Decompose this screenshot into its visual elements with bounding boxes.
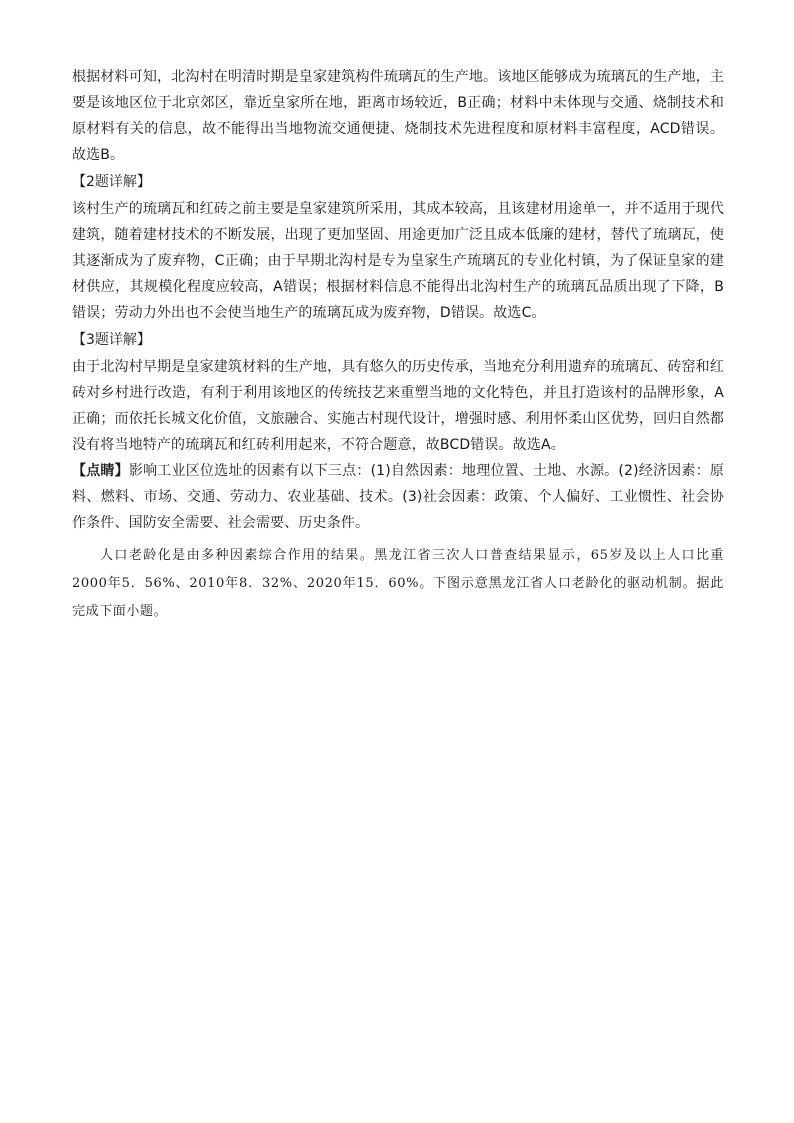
q2-heading: 【2题详解】 <box>72 174 151 190</box>
q1-explanation: 根据材料可知，北沟村在明清时期是皇家建筑构件琉璃瓦的生产地。该地区能够成为琉璃瓦的生产地，主要是该地区位于北京郊区，靠近皇家所在地，距离市场较近，B正确；材料中未体现与交通、烧制技术和原材料有关的信息，故不能得出当地物流交通便捷、烧制技术先进程度和原材料丰富程度，ACD错误。故选B。 <box>72 69 724 163</box>
q3-explanation: 由于北沟村早期是皇家建筑材料的生产地，具有悠久的历史传承，当地充分利用遗弃的琉璃瓦、砖窑和红砖对乡村进行改造，有利于利用该地区的传统技艺来重塑当地的文化特色，并且打造该村的品牌形象，A正确；而依托长城文化价值，文旅融合、实施古村现代设计，增强时感、利用怀柔山区优势，回归自然都没有将当地特产的琉璃瓦和红砖利用起来，不符合题意，故BCD错误。故选A。 <box>72 359 724 453</box>
q3-heading: 【3题详解】 <box>72 332 151 348</box>
q2-explanation: 该村生产的琉璃瓦和红砖之前主要是皇家建筑所采用，其成本较高，且该建材用途单一，并不适用于现代建筑，随着建材技术的不断发展，出现了更加坚固、用途更加广泛且成本低廉的建材，替代了琉璃瓦，使其逐渐成为了废弃物，C正确；由于早期北沟村是专为皇家生产琉璃瓦的专业化村镇，为了保证皇家的建材供应，其规模化程度应较高，A错误；根据材料信息不能得出北沟村生产的琉璃瓦品质出现了下降，B错误；劳动力外出也不会使当地生产的琉璃瓦成为废弃物，D错误。故选C。 <box>72 201 724 321</box>
tip-paragraph <box>72 458 724 536</box>
next-question-stem: 人口老龄化是由多种因素综合作用的结果。黑龙江省三次人口普查结果显示，65岁及以上人口比重2000年5．56%、2010年8．32%、2020年15．60%。下图示意黑龙江省人口老龄化的驱动机制。据此完成下面小题。 <box>72 548 724 619</box>
tip-label: 【点睛】 <box>72 463 129 479</box>
tip-text: 影响工业区位选址的因素有以下三点：(1)自然因素：地理位置、土地、水源。(2)经济因素：原料、燃料、市场、交通、劳动力、农业基础、技术。(3)社会因素：政策、个人偏好、工业惯性、社会协作条件、国防安全需要、社会需要、历史条件。 <box>72 463 724 531</box>
document-page <box>72 64 724 626</box>
